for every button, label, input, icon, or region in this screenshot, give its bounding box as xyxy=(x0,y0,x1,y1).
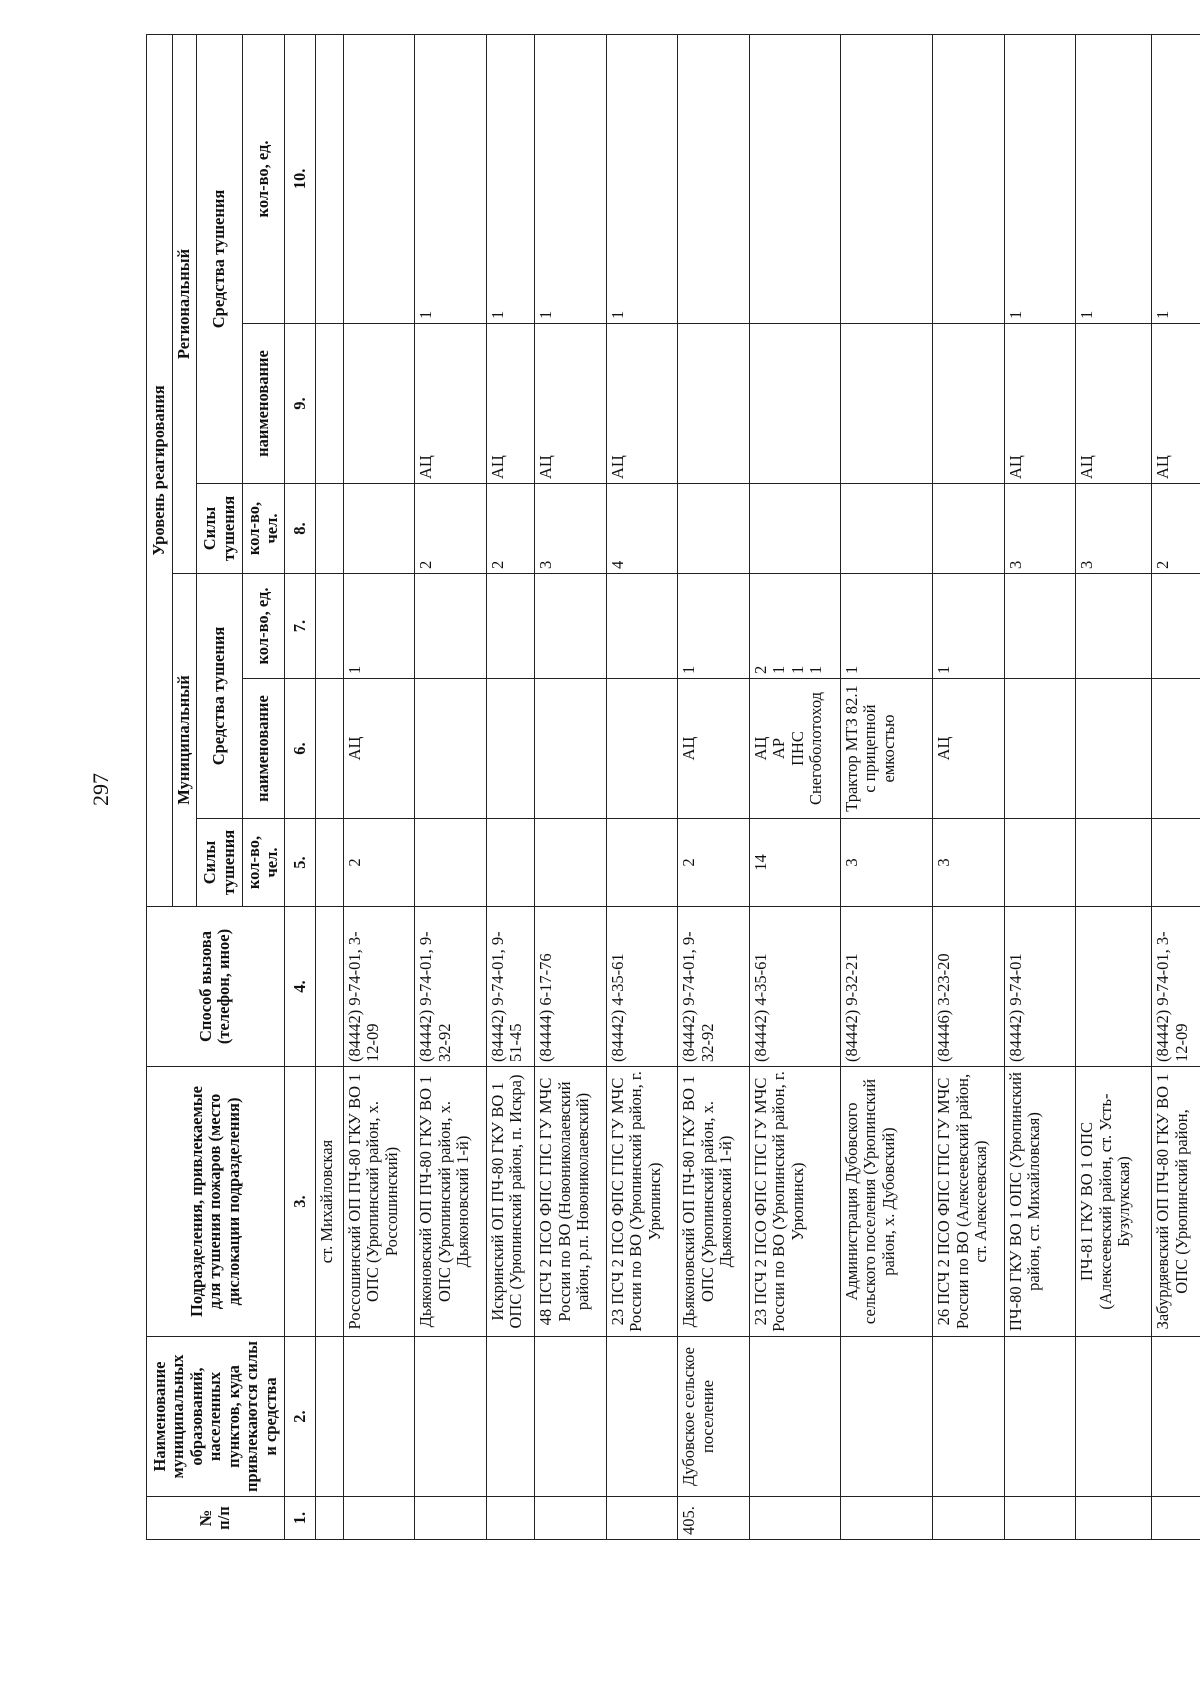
rotated-table-wrapper xyxy=(146,35,1200,1540)
municipal-means-qty-cell: 1 xyxy=(933,574,1005,679)
municipal-means-name-cell xyxy=(535,679,607,819)
col-number: 5. xyxy=(284,819,315,907)
regional-means-name-cell xyxy=(933,324,1005,484)
municipal-means-name-cell: Трактор МТЗ 82.1 с прицепной емкостью xyxy=(840,679,932,819)
municipality-cell xyxy=(315,1337,343,1497)
header-name-regional: наименование xyxy=(243,324,285,484)
col-number: 1. xyxy=(284,1497,315,1540)
regional-means-name-cell xyxy=(840,324,932,484)
municipal-forces-cell: 2 xyxy=(678,819,750,907)
municipal-means-qty-cell-line: 1 xyxy=(769,665,789,674)
call-cell: (84442) 9-74-01, 9-32-92 xyxy=(678,907,750,1067)
municipal-means-qty-cell xyxy=(315,574,343,679)
row-number xyxy=(535,1497,607,1540)
call-cell: (84442) 9-74-01, 9-32-92 xyxy=(415,907,487,1067)
regional-means-qty-cell xyxy=(343,34,415,323)
response-table xyxy=(146,34,1200,1540)
table-row xyxy=(343,34,415,1539)
municipal-means-name-cell-line: ПНС xyxy=(787,731,807,766)
municipal-means-name-cell-line: Снегоболотоход xyxy=(806,691,826,806)
unit-cell: Дьяконовский ОП ПЧ-80 ГКУ ВО 1 ОПС (Урюпинский район, х. Дьяконовский 1-й) xyxy=(415,1067,487,1337)
municipal-means-qty-cell: 1 xyxy=(343,574,415,679)
municipal-means-name-cell-line: АР xyxy=(769,737,789,760)
regional-means-qty-cell: 1 xyxy=(1076,34,1152,323)
table-row xyxy=(1152,34,1200,1539)
header-level: Уровень реагирования xyxy=(147,34,173,906)
header-num: № п/п xyxy=(147,1497,285,1540)
table-row xyxy=(535,34,607,1539)
municipal-forces-cell xyxy=(1004,819,1076,907)
regional-forces-cell xyxy=(343,484,415,574)
row-number xyxy=(1004,1497,1076,1540)
municipality-cell xyxy=(606,1337,678,1497)
municipal-means-name-cell: АЦ xyxy=(678,679,750,819)
municipal-means-qty-cell xyxy=(415,574,487,679)
header-qty-units: кол-во, ед. xyxy=(243,574,285,679)
regional-means-qty-cell xyxy=(678,34,750,323)
municipal-means-qty-cell xyxy=(749,574,840,679)
row-number xyxy=(933,1497,1005,1540)
table-row xyxy=(749,34,840,1539)
municipal-forces-cell xyxy=(415,819,487,907)
header-municipal: Муниципальный xyxy=(173,574,197,907)
municipal-forces-cell xyxy=(486,819,534,907)
page-number: 297 xyxy=(88,773,113,806)
regional-means-name-cell xyxy=(749,324,840,484)
regional-means-qty-cell: 1 xyxy=(606,34,678,323)
header-municipality: Наименование муниципальных образований, населенных пунктов, куда привлекаются силы и средства xyxy=(147,1337,285,1497)
call-cell: (84442) 9-74-01, 9-51-45 xyxy=(486,907,534,1067)
row-number: 405. xyxy=(678,1497,750,1540)
regional-means-name-cell: АЦ xyxy=(1004,324,1076,484)
regional-means-qty-cell xyxy=(315,34,343,323)
municipal-means-name-cell xyxy=(486,679,534,819)
unit-cell: ПЧ-81 ГКУ ВО 1 ОПС (Алексеевский район, ст. Усть-Бузулукская) xyxy=(1076,1067,1152,1337)
call-cell: (84442) 9-32-21 xyxy=(840,907,932,1067)
header-units: Подразделения, привлекаемые для тушения пожаров (место дислокации подразделения) xyxy=(147,1067,285,1337)
municipality-cell xyxy=(1004,1337,1076,1497)
call-cell xyxy=(1076,907,1152,1067)
header-qty-people: кол-во, чел. xyxy=(243,819,285,907)
municipal-means-qty-cell xyxy=(1076,574,1152,679)
col-number: 6. xyxy=(284,679,315,819)
unit-cell: 26 ПСЧ 2 ПСО ФПС ГПС ГУ МЧС России по ВО (Алексеевский район, ст. Алексеевская) xyxy=(933,1067,1005,1337)
header-name: наименование xyxy=(243,679,285,819)
call-cell: (84446) 3-23-20 xyxy=(933,907,1005,1067)
table-row xyxy=(678,34,750,1539)
regional-means-qty-cell xyxy=(840,34,932,323)
municipality-cell xyxy=(1076,1337,1152,1497)
call-cell: (84442) 9-74-01 xyxy=(1004,907,1076,1067)
regional-forces-cell: 2 xyxy=(415,484,487,574)
municipal-means-qty-cell: 1 xyxy=(678,574,750,679)
header-regional: Региональный xyxy=(173,34,197,573)
municipality-cell xyxy=(1152,1337,1200,1497)
header-means-regional: Средства тушения xyxy=(197,34,243,483)
unit-cell: Россошинский ОП ПЧ-80 ГКУ ВО 1 ОПС (Урюпинский район, х. Россошинский) xyxy=(343,1067,415,1337)
municipal-means-name-cell xyxy=(1152,679,1200,819)
header-qty-units-regional: кол-во, ед. xyxy=(243,34,285,323)
regional-means-name-cell xyxy=(678,324,750,484)
municipal-means-name-cell xyxy=(415,679,487,819)
unit-cell: ПЧ-80 ГКУ ВО 1 ОПС (Урюпинский район, ст. Михайловская) xyxy=(1004,1067,1076,1337)
municipal-means-qty-cell xyxy=(1004,574,1076,679)
municipal-means-qty-cell xyxy=(535,574,607,679)
regional-means-qty-cell: 1 xyxy=(486,34,534,323)
unit-cell: Администрация Дубовского сельского поселения (Урюпинский район, х. Дубовский) xyxy=(840,1067,932,1337)
municipality-cell xyxy=(486,1337,534,1497)
call-cell: (84442) 4-35-61 xyxy=(749,907,840,1067)
regional-forces-cell: 2 xyxy=(486,484,534,574)
municipality-cell xyxy=(343,1337,415,1497)
unit-cell: ст. Михайловская xyxy=(315,1067,343,1337)
municipal-forces-cell: 2 xyxy=(343,819,415,907)
regional-means-name-cell: АЦ xyxy=(486,324,534,484)
municipal-forces-cell xyxy=(1076,819,1152,907)
col-number: 9. xyxy=(284,324,315,484)
header-forces-regional: Силы тушения xyxy=(197,484,243,574)
regional-forces-cell: 4 xyxy=(606,484,678,574)
municipal-means-qty-cell: 1 xyxy=(840,574,932,679)
row-number xyxy=(486,1497,534,1540)
row-number xyxy=(415,1497,487,1540)
regional-forces-cell xyxy=(315,484,343,574)
regional-means-name-cell: АЦ xyxy=(606,324,678,484)
municipal-means-qty-cell xyxy=(1152,574,1200,679)
col-number: 3. xyxy=(284,1067,315,1337)
municipal-means-name-cell xyxy=(606,679,678,819)
table-body xyxy=(315,34,1200,1539)
header-means-municipal: Средства тушения xyxy=(197,574,243,819)
municipality-cell xyxy=(535,1337,607,1497)
unit-cell: 23 ПСЧ 2 ПСО ФПС ГПС ГУ МЧС России по ВО (Урюпинский район, г. Урюпинск) xyxy=(606,1067,678,1337)
table-row xyxy=(1076,34,1152,1539)
row-number xyxy=(315,1497,343,1540)
regional-forces-cell xyxy=(933,484,1005,574)
call-cell: (84444) 6-17-76 xyxy=(535,907,607,1067)
municipal-means-qty-cell-line: 1 xyxy=(806,665,826,674)
header-forces-municipal: Силы тушения xyxy=(197,819,243,907)
row-number xyxy=(840,1497,932,1540)
regional-forces-cell xyxy=(678,484,750,574)
municipal-forces-cell: 3 xyxy=(840,819,932,907)
table-row xyxy=(1004,34,1076,1539)
regional-forces-cell xyxy=(749,484,840,574)
regional-forces-cell: 3 xyxy=(535,484,607,574)
municipal-means-qty-cell xyxy=(486,574,534,679)
table-row xyxy=(415,34,487,1539)
col-number: 7. xyxy=(284,574,315,679)
municipality-cell xyxy=(415,1337,487,1497)
call-cell xyxy=(315,907,343,1067)
row-number xyxy=(343,1497,415,1540)
municipal-forces-cell xyxy=(1152,819,1200,907)
col-number: 8. xyxy=(284,484,315,574)
row-number xyxy=(749,1497,840,1540)
regional-means-name-cell xyxy=(343,324,415,484)
municipal-means-name-cell xyxy=(749,679,840,819)
municipal-means-name-cell xyxy=(1076,679,1152,819)
regional-means-name-cell: АЦ xyxy=(535,324,607,484)
municipal-forces-cell xyxy=(315,819,343,907)
regional-means-name-cell: АЦ xyxy=(1152,324,1200,484)
regional-means-qty-cell: 1 xyxy=(1004,34,1076,323)
unit-cell: 48 ПСЧ 2 ПСО ФПС ГПС ГУ МЧС России по ВО (Новониколаевский район, р.п. Новониколаевский) xyxy=(535,1067,607,1337)
table-row xyxy=(606,34,678,1539)
row-number xyxy=(1076,1497,1152,1540)
table-row xyxy=(840,34,932,1539)
municipal-forces-cell: 3 xyxy=(933,819,1005,907)
municipality-cell xyxy=(840,1337,932,1497)
municipal-means-name-cell-line: АЦ xyxy=(750,736,770,761)
regional-means-qty-cell xyxy=(933,34,1005,323)
municipal-means-qty-cell-line: 1 xyxy=(787,665,807,674)
header-call: Способ вызова (телефон, иное) xyxy=(147,907,285,1067)
regional-means-name-cell xyxy=(315,324,343,484)
table-row xyxy=(486,34,534,1539)
unit-cell: Искринский ОП ПЧ-80 ГКУ ВО 1 ОПС (Урюпинский район, п. Искра) xyxy=(486,1067,534,1337)
unit-cell: Дьяконовский ОП ПЧ-80 ГКУ ВО 1 ОПС (Урюпинский район, х. Дьяконовский 1-й) xyxy=(678,1067,750,1337)
municipal-means-name-cell xyxy=(315,679,343,819)
regional-forces-cell: 2 xyxy=(1152,484,1200,574)
municipality-cell xyxy=(749,1337,840,1497)
table-row xyxy=(315,34,343,1539)
municipal-means-qty-cell xyxy=(606,574,678,679)
municipal-means-qty-cell-line: 2 xyxy=(750,665,770,674)
col-number: 2. xyxy=(284,1337,315,1497)
regional-means-qty-cell: 1 xyxy=(535,34,607,323)
col-number: 10. xyxy=(284,34,315,323)
regional-forces-cell: 3 xyxy=(1076,484,1152,574)
regional-means-qty-cell: 1 xyxy=(415,34,487,323)
call-cell: (84442) 9-74-01, 3-12-09 xyxy=(1152,907,1200,1067)
table-row xyxy=(933,34,1005,1539)
regional-forces-cell: 3 xyxy=(1004,484,1076,574)
unit-cell: Забурдяевский ОП ПЧ-80 ГКУ ВО 1 ОПС (Урюпинский район, xyxy=(1152,1067,1200,1337)
regional-forces-cell xyxy=(840,484,932,574)
call-cell: (84442) 4-35-61 xyxy=(606,907,678,1067)
unit-cell: 23 ПСЧ 2 ПСО ФПС ГПС ГУ МЧС России по ВО (Урюпинский район, г. Урюпинск) xyxy=(749,1067,840,1337)
municipal-means-name-cell: АЦ xyxy=(933,679,1005,819)
municipal-means-name-cell: АЦ xyxy=(343,679,415,819)
regional-means-name-cell: АЦ xyxy=(415,324,487,484)
municipal-forces-cell xyxy=(535,819,607,907)
col-number: 4. xyxy=(284,907,315,1067)
municipality-cell: Дубовское сельское поселение xyxy=(678,1337,750,1497)
municipal-forces-cell xyxy=(606,819,678,907)
call-cell: (84442) 9-74-01, 3-12-09 xyxy=(343,907,415,1067)
row-number xyxy=(1152,1497,1200,1540)
regional-means-qty-cell: 1 xyxy=(1152,34,1200,323)
municipal-means-name-cell xyxy=(1004,679,1076,819)
row-number xyxy=(606,1497,678,1540)
regional-means-name-cell: АЦ xyxy=(1076,324,1152,484)
header-qty-people-regional: кол-во, чел. xyxy=(243,484,285,574)
regional-means-qty-cell xyxy=(749,34,840,323)
municipality-cell xyxy=(933,1337,1005,1497)
municipal-forces-cell: 14 xyxy=(749,819,840,907)
